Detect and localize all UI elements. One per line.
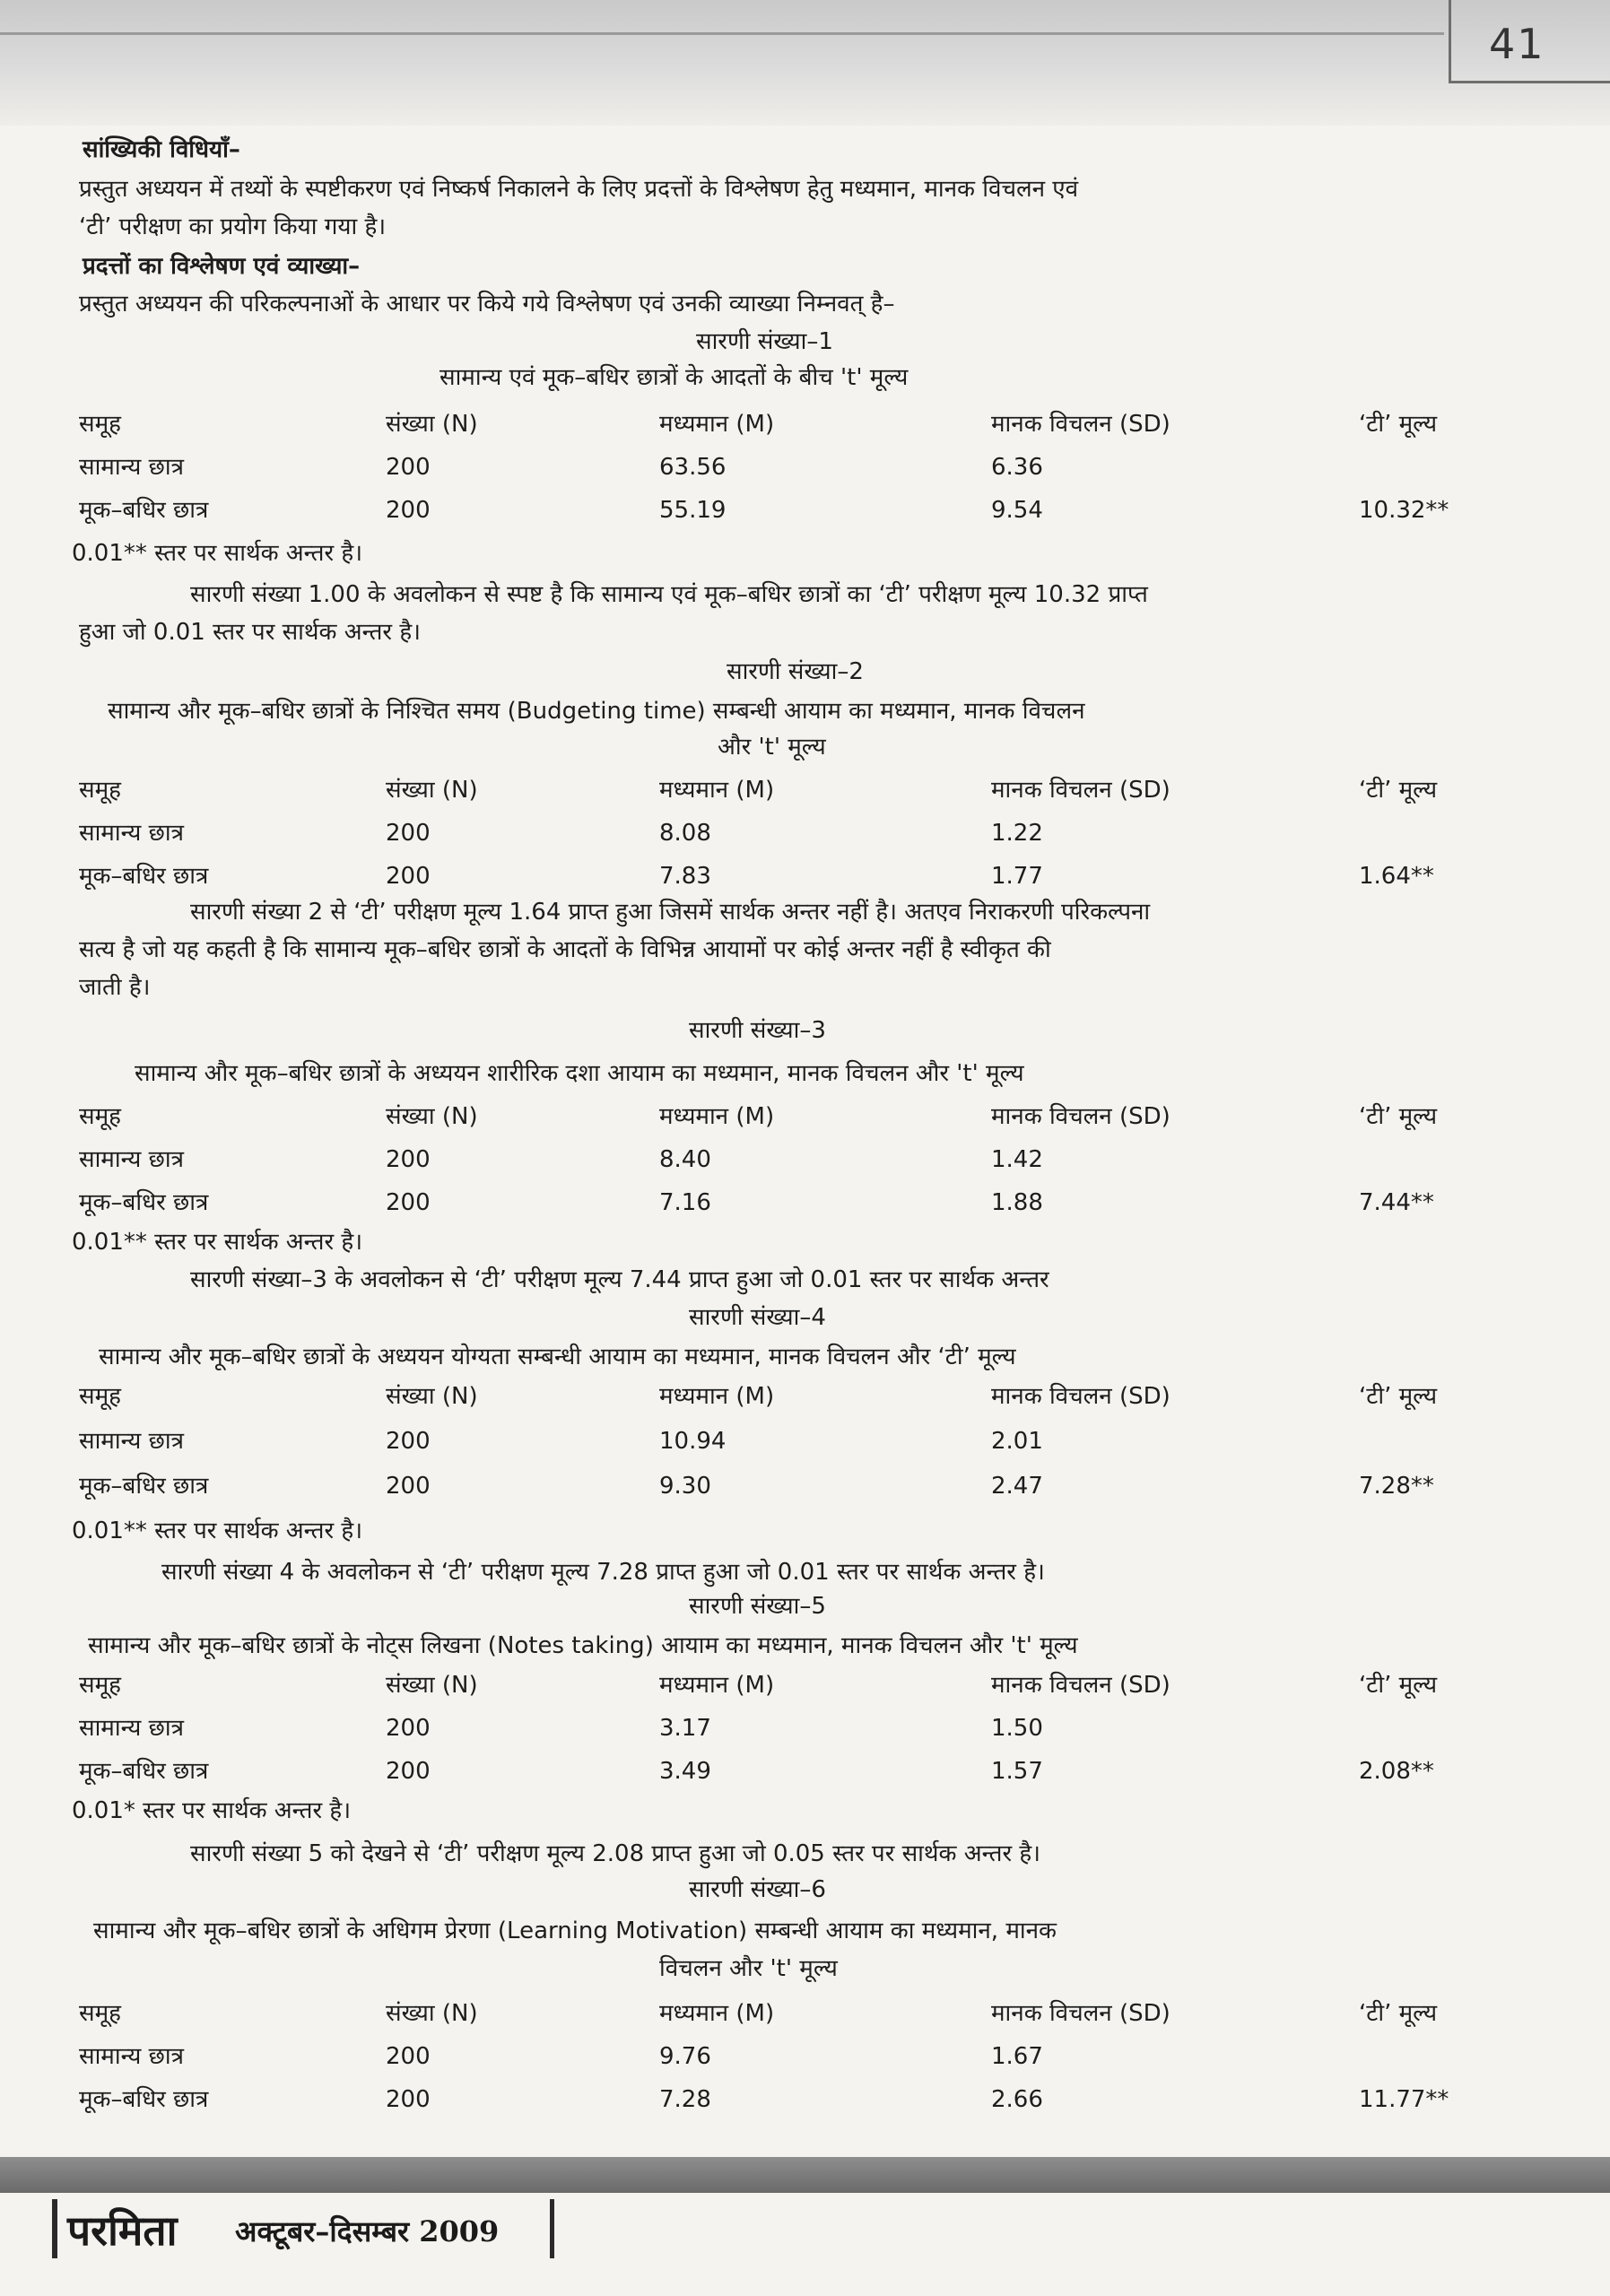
header-sd: मानक विचलन (SD) bbox=[991, 2000, 1171, 2027]
header-group: समूह bbox=[79, 1672, 121, 1699]
table-4-interpretation: सारणी संख्या 4 के अवलोकन से ‘टी’ परीक्षण मूल्य 7.28 प्राप्त हुआ जो 0.01 स्तर पर सार्थक अन्तर है। bbox=[161, 1559, 1045, 1586]
table-row-mean: 55.19 bbox=[659, 497, 727, 524]
table-2-caption-1: सामान्य और मूक–बधिर छात्रों के निश्चित समय (Budgeting time) सम्बन्धी आयाम का मध्यमान, मानक विचलन bbox=[108, 698, 1085, 725]
header-group: समूह bbox=[79, 777, 121, 804]
table-row-n: 200 bbox=[386, 1473, 431, 1500]
header-n: संख्या (N) bbox=[386, 1103, 478, 1130]
table-row-mean: 8.40 bbox=[659, 1146, 711, 1173]
footer-band bbox=[0, 2157, 1610, 2193]
table-1-note: 0.01** स्तर पर सार्थक अन्तर है। bbox=[72, 540, 363, 567]
header-sd: मानक विचलन (SD) bbox=[991, 1383, 1171, 1410]
table-2-interpretation-3: जाती है। bbox=[79, 974, 151, 1001]
table-row-t: 7.44** bbox=[1359, 1189, 1434, 1216]
table-row-mean: 7.28 bbox=[659, 2086, 711, 2113]
table-row-sd: 2.66 bbox=[991, 2086, 1043, 2113]
page-number: 41 bbox=[1489, 20, 1545, 68]
table-row-n: 200 bbox=[386, 1428, 431, 1455]
table-5-note: 0.01* स्तर पर सार्थक अन्तर है। bbox=[72, 1797, 352, 1824]
table-row-sd: 1.67 bbox=[991, 2043, 1043, 2070]
table-row-group: सामान्य छात्र bbox=[79, 2043, 184, 2070]
table-row-group: सामान्य छात्र bbox=[79, 1146, 184, 1173]
table-3-interpretation: सारणी संख्या–3 के अवलोकन से ‘टी’ परीक्षण मूल्य 7.44 प्राप्त हुआ जो 0.01 स्तर पर सार्थक अन्तर bbox=[190, 1266, 1049, 1293]
table-row-group: मूक–बधिर छात्र bbox=[79, 1189, 209, 1216]
table-5-interpretation: सारणी संख्या 5 को देखने से ‘टी’ परीक्षण मूल्य 2.08 प्राप्त हुआ जो 0.05 स्तर पर सार्थक अन्तर है। bbox=[190, 1840, 1041, 1867]
header-sd: मानक विचलन (SD) bbox=[991, 1672, 1171, 1699]
table-row-mean: 8.08 bbox=[659, 820, 711, 847]
table-5-title: सारणी संख्या–5 bbox=[689, 1593, 826, 1620]
table-row-sd: 1.50 bbox=[991, 1715, 1043, 1742]
header-t: ‘टी’ मूल्य bbox=[1359, 1383, 1438, 1410]
header-t: ‘टी’ मूल्य bbox=[1359, 411, 1438, 438]
table-4-note: 0.01** स्तर पर सार्थक अन्तर है। bbox=[72, 1518, 363, 1544]
table-4-caption: सामान्य और मूक–बधिर छात्रों के अध्ययन योग्यता सम्बन्धी आयाम का मध्यमान, मानक विचलन और ‘टी’ मूल्य bbox=[99, 1344, 1016, 1370]
table-2-interpretation-1: सारणी संख्या 2 से ‘टी’ परीक्षण मूल्य 1.64 प्राप्त हुआ जिसमें सार्थक अन्तर नहीं है। अतएव निराकरणी परिकल्पना bbox=[190, 899, 1151, 926]
table-row-n: 200 bbox=[386, 863, 431, 890]
header-mean: मध्यमान (M) bbox=[659, 2000, 775, 2027]
table-row-n: 200 bbox=[386, 1715, 431, 1742]
table-2-title: सारणी संख्या–2 bbox=[727, 658, 864, 685]
table-1-interpretation-1: सारणी संख्या 1.00 के अवलोकन से स्पष्ट है कि सामान्य एवं मूक–बधिर छात्रों का ‘टी’ परीक्षण मूल्य 10.32 प्राप्त bbox=[190, 581, 1148, 608]
table-4-title: सारणी संख्या–4 bbox=[689, 1304, 826, 1331]
header-mean: मध्यमान (M) bbox=[659, 1383, 775, 1410]
header-n: संख्या (N) bbox=[386, 777, 478, 804]
table-row-sd: 6.36 bbox=[991, 454, 1043, 481]
table-row-n: 200 bbox=[386, 1758, 431, 1785]
section-heading-analysis: प्रदत्तों का विश्लेषण एवं व्याख्या– bbox=[83, 253, 361, 280]
table-6-caption-1: सामान्य और मूक–बधिर छात्रों के अधिगम प्रेरणा (Learning Motivation) सम्बन्धी आयाम का मध्यमान, मानक bbox=[93, 1918, 1057, 1944]
table-row-sd: 2.01 bbox=[991, 1428, 1043, 1455]
table-row-t: 11.77** bbox=[1359, 2086, 1449, 2113]
header-group: समूह bbox=[79, 2000, 121, 2027]
table-row-t: 7.28** bbox=[1359, 1473, 1434, 1500]
journal-name: परमिता bbox=[67, 2206, 178, 2255]
header-group: समूह bbox=[79, 1383, 121, 1410]
table-2-caption-2: और 't' मूल्य bbox=[718, 734, 826, 761]
table-row-group: मूक–बधिर छात्र bbox=[79, 1758, 209, 1785]
table-row-t: 1.64** bbox=[1359, 863, 1434, 890]
table-row-n: 200 bbox=[386, 1189, 431, 1216]
table-row-n: 200 bbox=[386, 2043, 431, 2070]
table-2-interpretation-2: सत्य है जो यह कहती है कि सामान्य मूक–बधिर छात्रों के आदतों के विभिन्न आयामों पर कोई अन्तर नहीं है स्वीकृत की bbox=[79, 936, 1051, 963]
table-row-t: 2.08** bbox=[1359, 1758, 1434, 1785]
header-rule bbox=[0, 32, 1444, 35]
table-1-interpretation-2: हुआ जो 0.01 स्तर पर सार्थक अन्तर है। bbox=[79, 619, 421, 646]
header-n: संख्या (N) bbox=[386, 1672, 478, 1699]
table-row-group: सामान्य छात्र bbox=[79, 1715, 184, 1742]
header-n: संख्या (N) bbox=[386, 2000, 478, 2027]
table-row-group: मूक–बधिर छात्र bbox=[79, 2086, 209, 2113]
table-row-mean: 3.17 bbox=[659, 1715, 711, 1742]
table-3-note: 0.01** स्तर पर सार्थक अन्तर है। bbox=[72, 1229, 363, 1256]
table-row-group: मूक–बधिर छात्र bbox=[79, 863, 209, 890]
table-row-sd: 9.54 bbox=[991, 497, 1043, 524]
header-mean: मध्यमान (M) bbox=[659, 1103, 775, 1130]
table-row-sd: 1.77 bbox=[991, 863, 1043, 890]
table-row-mean: 10.94 bbox=[659, 1428, 727, 1455]
header-group: समूह bbox=[79, 1103, 121, 1130]
table-5-caption: सामान्य और मूक–बधिर छात्रों के नोट्स लिखना (Notes taking) आयाम का मध्यमान, मानक विचलन और 't' मूल्य bbox=[88, 1632, 1078, 1659]
table-1-title: सारणी संख्या–1 bbox=[696, 328, 833, 355]
header-t: ‘टी’ मूल्य bbox=[1359, 2000, 1438, 2027]
table-row-mean: 9.76 bbox=[659, 2043, 711, 2070]
table-row-n: 200 bbox=[386, 497, 431, 524]
methods-text-line-1: प्रस्तुत अध्ययन में तथ्यों के स्पष्टीकरण एवं निष्कर्ष निकालने के लिए प्रदत्तों के विश्लेषण हेतु मध्यमान, मानक विचलन एवं bbox=[79, 176, 1079, 203]
table-row-mean: 63.56 bbox=[659, 454, 727, 481]
table-row-n: 200 bbox=[386, 454, 431, 481]
table-row-group: सामान्य छात्र bbox=[79, 820, 184, 847]
footer-divider-right bbox=[550, 2199, 554, 2258]
table-6-title: सारणी संख्या–6 bbox=[689, 1876, 826, 1903]
table-row-sd: 1.42 bbox=[991, 1146, 1043, 1173]
table-row-mean: 9.30 bbox=[659, 1473, 711, 1500]
table-row-mean: 3.49 bbox=[659, 1758, 711, 1785]
table-row-mean: 7.83 bbox=[659, 863, 711, 890]
table-row-sd: 1.22 bbox=[991, 820, 1043, 847]
header-t: ‘टी’ मूल्य bbox=[1359, 1672, 1438, 1699]
header-t: ‘टी’ मूल्य bbox=[1359, 1103, 1438, 1130]
header-mean: मध्यमान (M) bbox=[659, 777, 775, 804]
header-sd: मानक विचलन (SD) bbox=[991, 411, 1171, 438]
table-1-caption: सामान्य एवं मूक–बधिर छात्रों के आदतों के बीच 't' मूल्य bbox=[439, 364, 909, 391]
table-row-group: मूक–बधिर छात्र bbox=[79, 497, 209, 524]
table-row-sd: 2.47 bbox=[991, 1473, 1043, 1500]
header-t: ‘टी’ मूल्य bbox=[1359, 777, 1438, 804]
header-group: समूह bbox=[79, 411, 121, 438]
header-sd: मानक विचलन (SD) bbox=[991, 777, 1171, 804]
footer-divider-left bbox=[52, 2199, 57, 2258]
header-n: संख्या (N) bbox=[386, 411, 478, 438]
table-row-group: सामान्य छात्र bbox=[79, 1428, 184, 1455]
table-row-sd: 1.88 bbox=[991, 1189, 1043, 1216]
page-header-band bbox=[0, 0, 1610, 126]
methods-text-line-2: ‘टी’ परीक्षण का प्रयोग किया गया है। bbox=[79, 213, 387, 240]
journal-issue: अक्टूबर–दिसम्बर 2009 bbox=[235, 2214, 500, 2248]
table-row-t: 10.32** bbox=[1359, 497, 1449, 524]
header-n: संख्या (N) bbox=[386, 1383, 478, 1410]
table-6-caption-2: विचलन और 't' मूल्य bbox=[659, 1955, 838, 1982]
analysis-intro: प्रस्तुत अध्ययन की परिकल्पनाओं के आधार पर किये गये विश्लेषण एवं उनकी व्याख्या निम्नवत् है– bbox=[79, 291, 895, 317]
table-row-n: 200 bbox=[386, 1146, 431, 1173]
table-row-sd: 1.57 bbox=[991, 1758, 1043, 1785]
header-mean: मध्यमान (M) bbox=[659, 411, 775, 438]
header-sd: मानक विचलन (SD) bbox=[991, 1103, 1171, 1130]
table-row-n: 200 bbox=[386, 820, 431, 847]
table-row-mean: 7.16 bbox=[659, 1189, 711, 1216]
table-row-n: 200 bbox=[386, 2086, 431, 2113]
section-heading-methods: सांख्यिकी विधियाँ– bbox=[83, 136, 240, 163]
table-3-caption: सामान्य और मूक–बधिर छात्रों के अध्ययन शारीरिक दशा आयाम का मध्यमान, मानक विचलन और 't' मूल्य bbox=[135, 1060, 1024, 1087]
table-row-group: मूक–बधिर छात्र bbox=[79, 1473, 209, 1500]
header-mean: मध्यमान (M) bbox=[659, 1672, 775, 1699]
table-row-group: सामान्य छात्र bbox=[79, 454, 184, 481]
table-3-title: सारणी संख्या–3 bbox=[689, 1017, 826, 1044]
